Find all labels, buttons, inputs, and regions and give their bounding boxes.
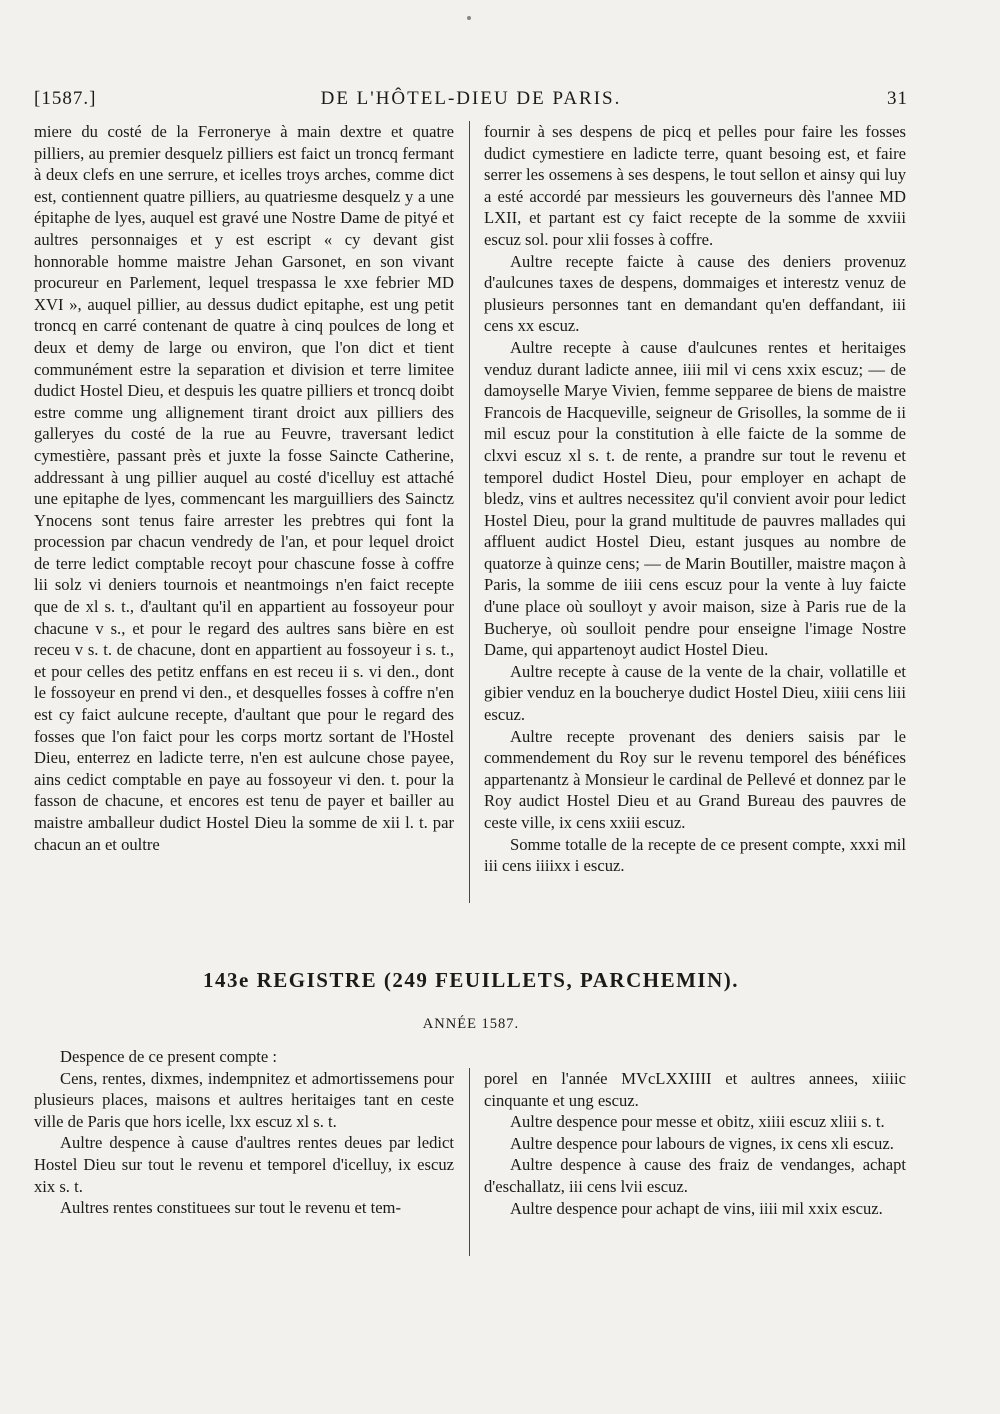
paragraph: Aultre despence à cause des fraiz de vendanges, achapt d'eschallatz, iii cens lvii escuz.	[484, 1155, 906, 1196]
paragraph: Aultre despence pour labours de vignes, ix cens xli escuz.	[510, 1133, 894, 1153]
column-divider	[469, 1068, 470, 1256]
paragraph: Aultres rentes constituees sur tout le revenu et tem-	[60, 1198, 401, 1218]
paragraph: porel en l'année MVcLXXIIII et aultres annees, xiiiic cinquante et ung escuz.	[484, 1069, 906, 1110]
paragraph: Aultre recepte à cause d'aulcunes rentes et heritaiges venduz durant ladicte annee, iiii mil vi cens xxix escuz; — de damoyselle Marye Vivien, femme sepparee de biens de maistre Francois de Hacqueville, seigneur de Grisolles, la somme de ii mil escuz pour la constitution à elle faicte de la somme de clxvi escuz xl s. t. de rente, a prandre sur tout le revenu et temporel dudict Hostel Dieu, pour employer en achapt de bledz, vins et aultres necessitez qu'il convient avoir pour ledict Hostel Dieu, pour la grand multitude de pauvres mallades qui affluent audict Hostel Dieu, estant jusques au nombre de quatorze à quinze cens; — de Marin Boutiller, maistre maçon à Paris, la somme de iiii cens escuz pour la vente à luy faicte d'une place où soulloyt y avoir maison, size à Paris rue de la Bucherye, où soulloit pendre pour enseigne l'image Nostre Dame, qui appartenoyt audict Hostel Dieu.	[484, 337, 906, 660]
column-left-top	[34, 121, 454, 855]
paragraph: fournir à ses despens de picq et pelles pour faire les fosses dudict cymestiere en ladicte terre, quant besoing est, et faire serrer les ossemens à ses despens, le tout sellon et ainsy qui luy a esté accordé par messieurs les gouverneurs dès l'annee MD LXII, et partant est cy faict recepte de la somme de xxviii escuz sol. pour xlii fosses à coffre.	[484, 122, 906, 249]
page-speck	[467, 16, 471, 20]
column-right-bottom	[484, 1068, 906, 1219]
section-title: 143e REGISTRE (249 FEUILLETS, PARCHEMIN).	[203, 968, 739, 992]
header-title: DE L'HÔTEL-DIEU DE PARIS.	[320, 88, 622, 109]
section-year: ANNÉE 1587.	[422, 1016, 520, 1032]
paragraph: Aultre despence pour messe et obitz, xiiii escuz xliii s. t.	[510, 1112, 885, 1132]
column-divider	[469, 121, 470, 903]
paragraph: Aultre recepte à cause de la vente de la chair, vollatille et gibier venduz en la boucherye dudict Hostel Dieu, xiiii cens liii escuz.	[484, 661, 906, 725]
page-number: 31	[887, 88, 908, 109]
paragraph: Aultre despence pour achapt de vins, iiii mil xxix escuz.	[510, 1198, 883, 1218]
paragraph: Cens, rentes, dixmes, indempnitez et admortissemens pour plusieurs places, maisons et aultres heritaiges tant en ceste ville de Paris que hors icelle, lxx escuz xl s. t.	[34, 1068, 454, 1131]
column-left-bottom	[34, 1046, 454, 1219]
header-year: [1587.]	[34, 88, 97, 109]
paragraph: Aultre recepte provenant des deniers saisis par le commendement du Roy sur le revenu temporel des bénéfices appartenantz à Monsieur le cardinal de Pellevé et donnez par le Roy audict Hostel Dieu et au Grand Bureau des pauvres de ceste ville, ix cens xxiii escuz.	[484, 726, 906, 832]
paragraph: Despence de ce present compte :	[60, 1047, 277, 1066]
paragraph: miere du costé de la Ferronerye à main dextre et quatre pilliers, au premier desquelz pilliers est faict un troncq fermant à deux clefs en une serrure, et icelles troys arches, comme dict est, contiennent quatre pilliers, au quatriesme desquelz y a une épitaphe de lyes, auquel est gravé une Nostre Dame de pityé et aultres personnaiges et y est escript « cy devant gist honnorable homme maistre Jehan Garsonet, en son vivant procureur en Parlement, lequel trespassa le xxe febrier MD XVI », auquel pillier, au dessus dudict epitaphe, est ung petit troncq en carré contenant de quatre à cinq poulces de long et deux et demy de large ou environ, que l'on dict et tient communément estre la separation et division et terre limitee dudict Hostel Dieu, et despuis les quatre pilliers et troncq doibt estre comme ung allignement tirant droict aux pilliers des galleryes du costé de la rue au Feuvre, traversant ledict cymestière, passant près et juxte la fosse Saincte Catherine, addressant à ung pillier auquel au costé d'icelluy est attaché une epitaphe de lyes, commencant les marguilliers des Sainctz Ynocens sont tenus faire arrester les prebtres qui font la procession par chacun vendredy de l'an, et pour lequel droict de terre ledict comptable recoyt pour chascune fosse à coffre lii solz vi deniers tournois et neantmoings n'en faict recepte que de xl s. t., d'aultant qu'il en appartient au fossoyeur pour chacune v s., et pour le regard des aultres sans bière en est receu v s. t. de chacune, dont en appartient au fossoyeur i s. t., et pour celles des petitz enffans en est receu ii s. vi den., dont le fossoyeur en prend vi den., et desquelles fosses à coffre n'en est cy faict aulcune recepte, d'aultant que pour le regard des fosses que l'on faict pour les corps mortz sortant de l'Hostel Dieu, enterrez en ladicte terre, n'en est aulcune chose payee, ains cedict comptable en paye au fossoyeur vi den. t. pour la fasson de chacune, et encores est tenu de payer et bailler au maistre amballeur dudict Hostel Dieu la somme de xii l. t. par chacun an et oultre	[34, 122, 454, 854]
paragraph: Aultre recepte faicte à cause des deniers provenuz d'aulcunes taxes de despens, dommaiges et interestz venuz de plusieurs personnes tant en demandant qu'en deffandant, iii cens xx escuz.	[484, 251, 906, 336]
page-header	[34, 88, 908, 116]
paragraph: Aultre despence à cause d'aultres rentes deues par ledict Hostel Dieu sur tout le revenu et temporel d'icelluy, ix escuz xix s. t.	[34, 1133, 454, 1196]
column-right-top	[484, 121, 906, 877]
paragraph: Somme totalle de la recepte de ce present compte, xxxi mil iii cens iiiixx i escuz.	[484, 834, 906, 876]
